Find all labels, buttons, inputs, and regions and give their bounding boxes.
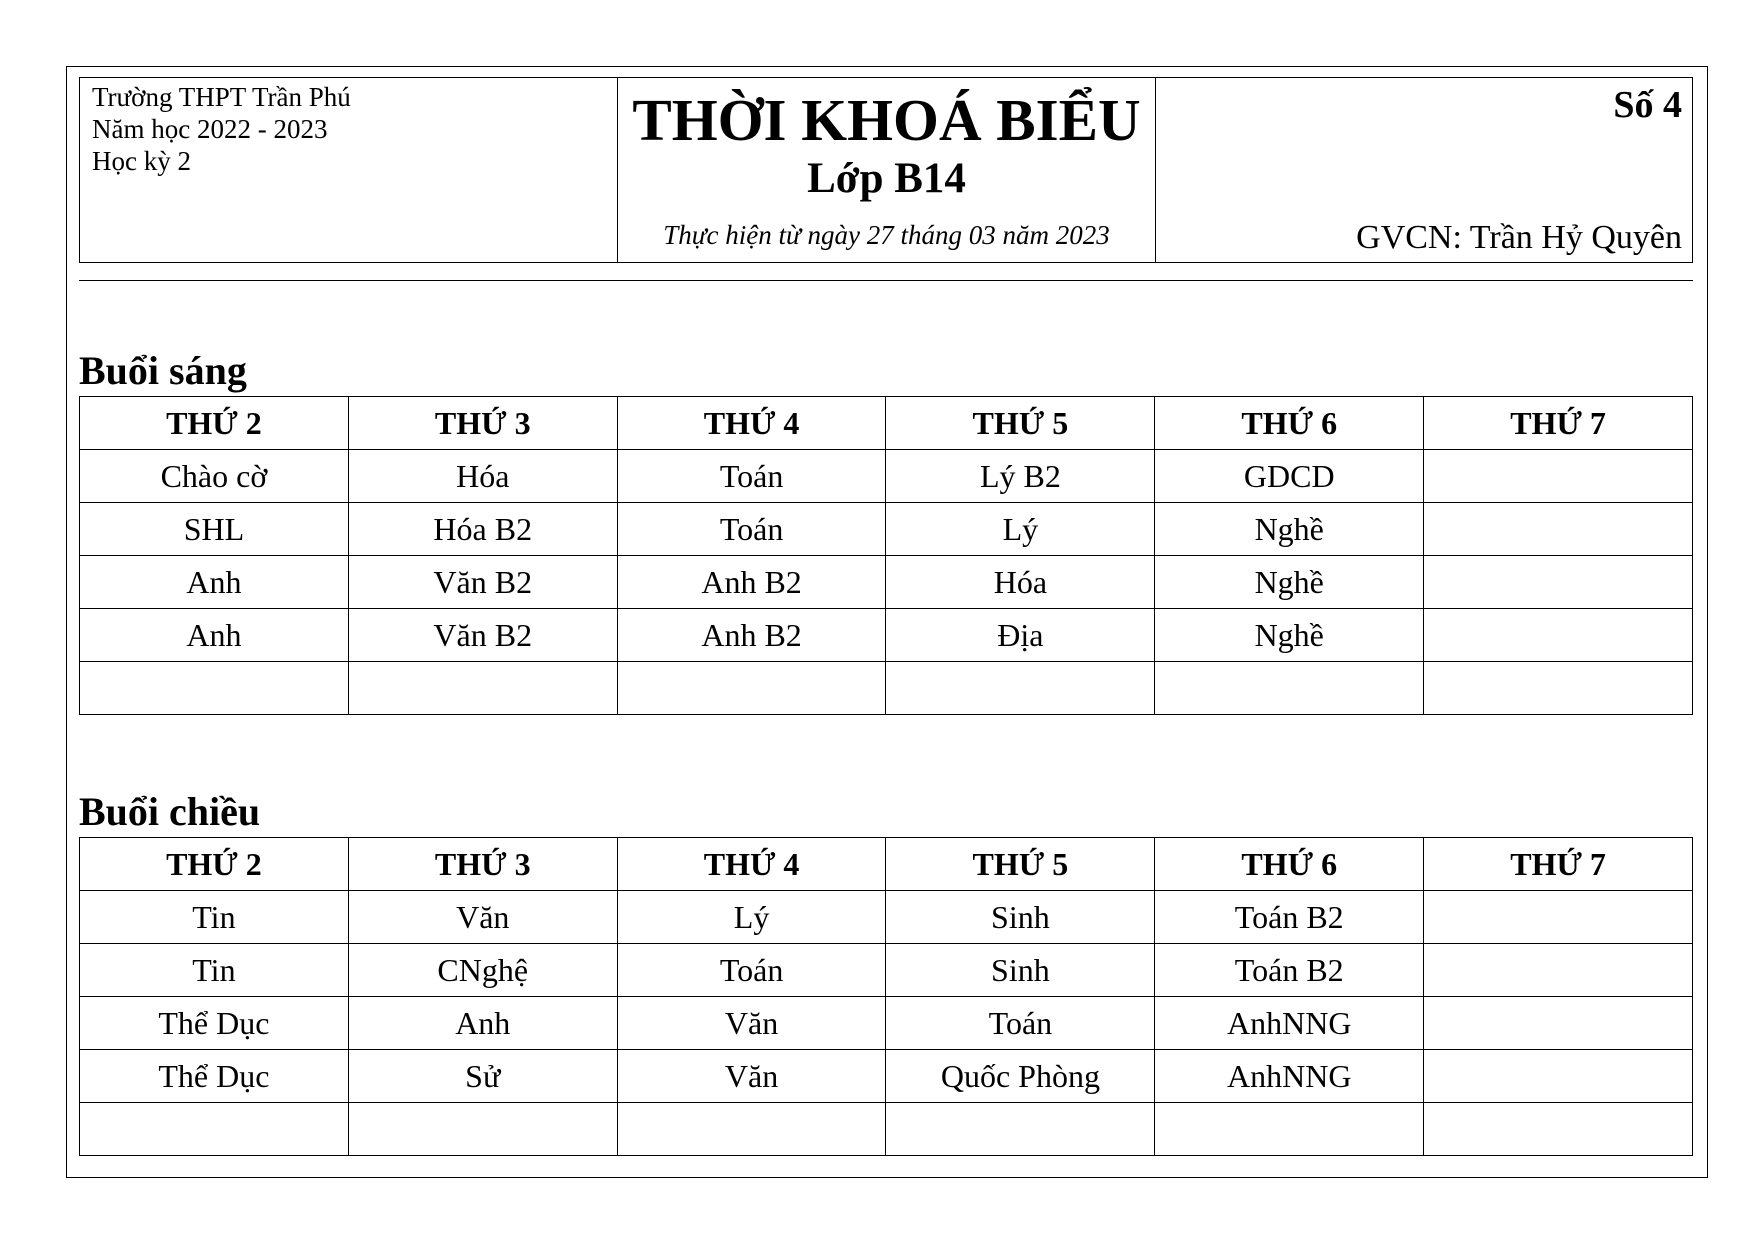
- morning-timetable: [79, 396, 1693, 715]
- lesson-cell: [1424, 503, 1693, 556]
- lesson-cell: Thể Dục: [80, 1050, 349, 1103]
- document-info: [1156, 78, 1692, 262]
- day-header: THỨ 7: [1424, 838, 1693, 891]
- day-header: THỨ 5: [886, 397, 1155, 450]
- table-row: [80, 556, 1693, 609]
- table-row: [80, 662, 1693, 715]
- lesson-cell: Toán: [617, 450, 886, 503]
- lesson-cell: Lý: [617, 891, 886, 944]
- lesson-cell: Chào cờ: [80, 450, 349, 503]
- lesson-cell: Sinh: [886, 944, 1155, 997]
- table-row: [80, 503, 1693, 556]
- lesson-cell: [348, 662, 617, 715]
- lesson-cell: Quốc Phòng: [886, 1050, 1155, 1103]
- lesson-cell: [1424, 556, 1693, 609]
- lesson-cell: Toán: [617, 944, 886, 997]
- lesson-cell: Văn B2: [348, 556, 617, 609]
- lesson-cell: Hóa B2: [348, 503, 617, 556]
- lesson-cell: [1424, 997, 1693, 1050]
- lesson-cell: Sinh: [886, 891, 1155, 944]
- lesson-cell: Toán: [886, 997, 1155, 1050]
- lesson-cell: [617, 1103, 886, 1156]
- lesson-cell: [1424, 891, 1693, 944]
- lesson-cell: Văn: [617, 997, 886, 1050]
- lesson-cell: [1424, 609, 1693, 662]
- school-info: [80, 78, 618, 262]
- lesson-cell: Hóa: [348, 450, 617, 503]
- lesson-cell: Địa: [886, 609, 1155, 662]
- lesson-cell: [1424, 1103, 1693, 1156]
- day-header: THỨ 4: [617, 838, 886, 891]
- header-box: [79, 77, 1693, 263]
- day-header: THỨ 5: [886, 838, 1155, 891]
- school-name: Trường THPT Trần Phú: [92, 82, 351, 112]
- day-header: THỨ 2: [80, 397, 349, 450]
- lesson-cell: Hóa: [886, 556, 1155, 609]
- lesson-cell: Lý: [886, 503, 1155, 556]
- lesson-cell: Anh: [80, 556, 349, 609]
- lesson-cell: Văn: [617, 1050, 886, 1103]
- lesson-cell: [1155, 1103, 1424, 1156]
- lesson-cell: AnhNNG: [1155, 997, 1424, 1050]
- morning-title: Buổi sáng: [79, 348, 247, 393]
- page-title: THỜI KHOÁ BIỂU: [632, 87, 1141, 153]
- lesson-cell: [886, 1103, 1155, 1156]
- divider: [79, 280, 1693, 281]
- lesson-cell: AnhNNG: [1155, 1050, 1424, 1103]
- lesson-cell: Toán B2: [1155, 891, 1424, 944]
- day-header: THỨ 7: [1424, 397, 1693, 450]
- lesson-cell: [617, 662, 886, 715]
- day-header: THỨ 3: [348, 838, 617, 891]
- lesson-cell: [1424, 450, 1693, 503]
- day-header: THỨ 6: [1155, 397, 1424, 450]
- lesson-cell: [80, 662, 349, 715]
- school-year: Năm học 2022 - 2023: [92, 114, 328, 144]
- table-header-row: [80, 397, 1693, 450]
- lesson-cell: Anh B2: [617, 609, 886, 662]
- lesson-cell: Sử: [348, 1050, 617, 1103]
- table-row: [80, 609, 1693, 662]
- lesson-cell: [80, 1103, 349, 1156]
- semester: Học kỳ 2: [92, 146, 191, 176]
- table-row: [80, 1103, 1693, 1156]
- lesson-cell: [348, 1103, 617, 1156]
- homeroom-teacher: GVCN: Trần Hỷ Quyên: [1356, 219, 1682, 256]
- lesson-cell: CNghệ: [348, 944, 617, 997]
- afternoon-timetable: [79, 837, 1693, 1156]
- lesson-cell: Toán B2: [1155, 944, 1424, 997]
- day-header: THỨ 6: [1155, 838, 1424, 891]
- day-header: THỨ 4: [617, 397, 886, 450]
- document-number: Số 4: [1613, 84, 1682, 126]
- title-block: [618, 78, 1156, 262]
- table-row: [80, 891, 1693, 944]
- lesson-cell: Anh B2: [617, 556, 886, 609]
- class-name: Lớp B14: [807, 155, 966, 202]
- table-header-row: [80, 838, 1693, 891]
- table-row: [80, 450, 1693, 503]
- day-header: THỨ 2: [80, 838, 349, 891]
- lesson-cell: Văn B2: [348, 609, 617, 662]
- lesson-cell: Nghề: [1155, 556, 1424, 609]
- lesson-cell: [1424, 944, 1693, 997]
- lesson-cell: Tin: [80, 944, 349, 997]
- lesson-cell: Anh: [348, 997, 617, 1050]
- afternoon-title: Buổi chiều: [79, 789, 261, 834]
- lesson-cell: Tin: [80, 891, 349, 944]
- lesson-cell: [1424, 662, 1693, 715]
- lesson-cell: Nghề: [1155, 503, 1424, 556]
- lesson-cell: Văn: [348, 891, 617, 944]
- lesson-cell: SHL: [80, 503, 349, 556]
- day-header: THỨ 3: [348, 397, 617, 450]
- effective-date: Thực hiện từ ngày 27 tháng 03 năm 2023: [663, 220, 1110, 250]
- lesson-cell: Nghề: [1155, 609, 1424, 662]
- lesson-cell: Anh: [80, 609, 349, 662]
- lesson-cell: GDCD: [1155, 450, 1424, 503]
- lesson-cell: Lý B2: [886, 450, 1155, 503]
- lesson-cell: [1424, 1050, 1693, 1103]
- table-row: [80, 944, 1693, 997]
- lesson-cell: Toán: [617, 503, 886, 556]
- table-row: [80, 1050, 1693, 1103]
- table-row: [80, 997, 1693, 1050]
- lesson-cell: [1155, 662, 1424, 715]
- lesson-cell: Thể Dục: [80, 997, 349, 1050]
- lesson-cell: [886, 662, 1155, 715]
